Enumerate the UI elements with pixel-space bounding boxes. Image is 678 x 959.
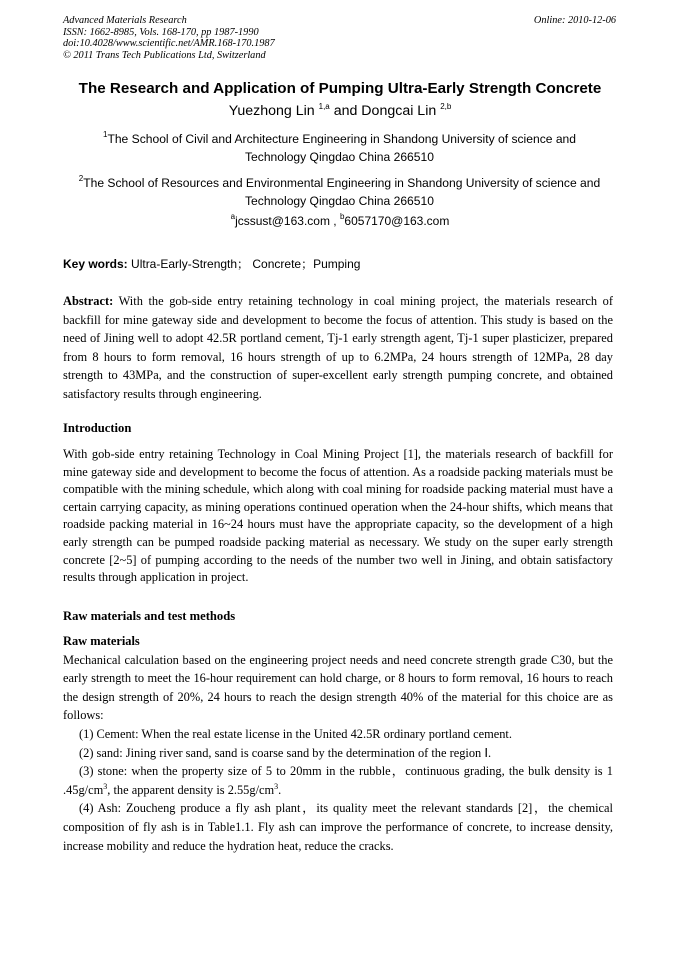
raw-item-ash: (4) Ash: Zoucheng produce a fly ash plant，its quality meet the relevant standards [2]，the chemical composition of fly ash is in Table1.1. Fly ash can improve the performance of concrete, to increase density, increase mobility and reduce the hydration heat, reduce the cracks. bbox=[63, 801, 613, 853]
affiliation-1-sup: 1 bbox=[102, 130, 108, 139]
author-line bbox=[60, 103, 620, 119]
keywords-text: Ultra-Early-Strength； Concrete；Pumping bbox=[127, 257, 361, 271]
raw-item-cement: (1) Cement: When the real estate license in the United 42.5R ordinary portland cement. bbox=[79, 726, 512, 741]
stone-text-a: (3) stone: when the property size of 5 to 20mm in the rubble，continuous grading, the bulk density is 1 .45g/cm bbox=[63, 764, 613, 797]
raw-item-stone bbox=[63, 762, 613, 799]
stone-sup-2: 3 bbox=[274, 781, 279, 791]
affiliation-2-sup: 2 bbox=[78, 174, 84, 183]
email-a-sup: a bbox=[230, 212, 236, 221]
affiliation-1-line2: Technology Qingdao China 266510 bbox=[245, 150, 434, 164]
email-line bbox=[60, 214, 620, 228]
journal-name: Advanced Materials Research bbox=[63, 15, 187, 26]
abstract bbox=[63, 292, 613, 404]
email-b-sup: b bbox=[339, 212, 345, 221]
issn-line: ISSN: 1662-8985, Vols. 168-170, pp 1987-1990 bbox=[63, 26, 259, 38]
author-1-sup: 1,a bbox=[318, 102, 330, 111]
online-date: Online: 2010-12-06 bbox=[533, 15, 616, 26]
author-2-sup: 2,b bbox=[440, 102, 452, 111]
raw-item-sand: (2) sand: Jining river sand, sand is coarse sand by the determination of the region Ⅰ. bbox=[79, 745, 492, 760]
affiliation-1 bbox=[63, 130, 616, 166]
author-and: and Dongcai Lin bbox=[329, 103, 441, 119]
paper-title: The Research and Application of Pumping Ultra-Early Strength Concrete bbox=[78, 80, 602, 97]
affiliation-2-line2: Technology Qingdao China 266510 bbox=[245, 194, 434, 208]
copyright-line: © 2011 Trans Tech Publications Ltd, Switzerland bbox=[63, 49, 266, 61]
affiliation-2-line1: The School of Resources and Environmental Engineering in Shandong University of science and bbox=[83, 176, 601, 190]
raw-materials-intro: Mechanical calculation based on the engineering project needs and need concrete strength grade C30, but the early strength to meet the 16-hour requirement can hold charge, or 8 hours to form removal, 16 hours to reach the design strength of 20%, 24 hours to reach the design strength 40% of the material for this choice are as follows: bbox=[63, 652, 613, 723]
raw-materials-subheading: Raw materials bbox=[63, 634, 140, 648]
email-b: 6057170@163.com bbox=[344, 214, 450, 228]
raw-section-body bbox=[63, 632, 613, 855]
author-1: Yuezhong Lin bbox=[228, 103, 319, 119]
keywords-label: Key words: bbox=[63, 257, 128, 271]
keywords bbox=[63, 255, 360, 272]
affiliation-2 bbox=[63, 174, 616, 210]
introduction-body: With gob-side entry retaining Technology in Coal Mining Project [1], the materials research of backfill for mine gateway side and development to become the focus of attention. As a roadside packing materials must be compatible with the mining schedule, which along with coal mining for roadside packing material must have a certain carrying capacity, as mining operations continued operation when the 24-hour shifts, which means that roadside packing material in 16~24 hours must have the appropriate capacity, so the development of a high early strength can be pumped roadside packing material as necessary. We study on the super early strength concrete [2~5] of pumping according to the needs of the number two well in Jining, and obtain satisfactory results through application in project. bbox=[63, 447, 613, 585]
abstract-label: Abstract: bbox=[63, 294, 114, 308]
introduction-heading: Introduction bbox=[63, 421, 132, 435]
journal-header bbox=[63, 15, 616, 61]
doi-line: doi:10.4028/www.scientific.net/AMR.168-170.1987 bbox=[63, 38, 275, 50]
raw-section-heading: Raw materials and test methods bbox=[63, 609, 236, 623]
affiliation-1-line1: The School of Civil and Architecture Engineering in Shandong University of science and bbox=[107, 132, 577, 146]
stone-text-b: , the apparent density is 2.55g/cm bbox=[107, 782, 275, 797]
stone-sup-1: 3 bbox=[103, 781, 108, 791]
stone-text-c: . bbox=[278, 782, 282, 797]
email-a: jcssust@163.com , bbox=[235, 214, 340, 228]
abstract-text: With the gob-side entry retaining technology in coal mining project, the materials research of backfill for mine gateway side and development to become the focus of attention. This study is based on the need of Jining well to adopt 42.5R portland cement, Tj-1 early strength agent, Tj-1 super plasticizer, prepared from 8 hours to form removal, 16 hours strength of up to 6.2MPa, 24 hours strength of 12MPa, 28 day strength to 43MPa, and the construction of super-excellent early strength pumping concrete, and obtained satisfactory results through engineering. bbox=[63, 294, 613, 401]
